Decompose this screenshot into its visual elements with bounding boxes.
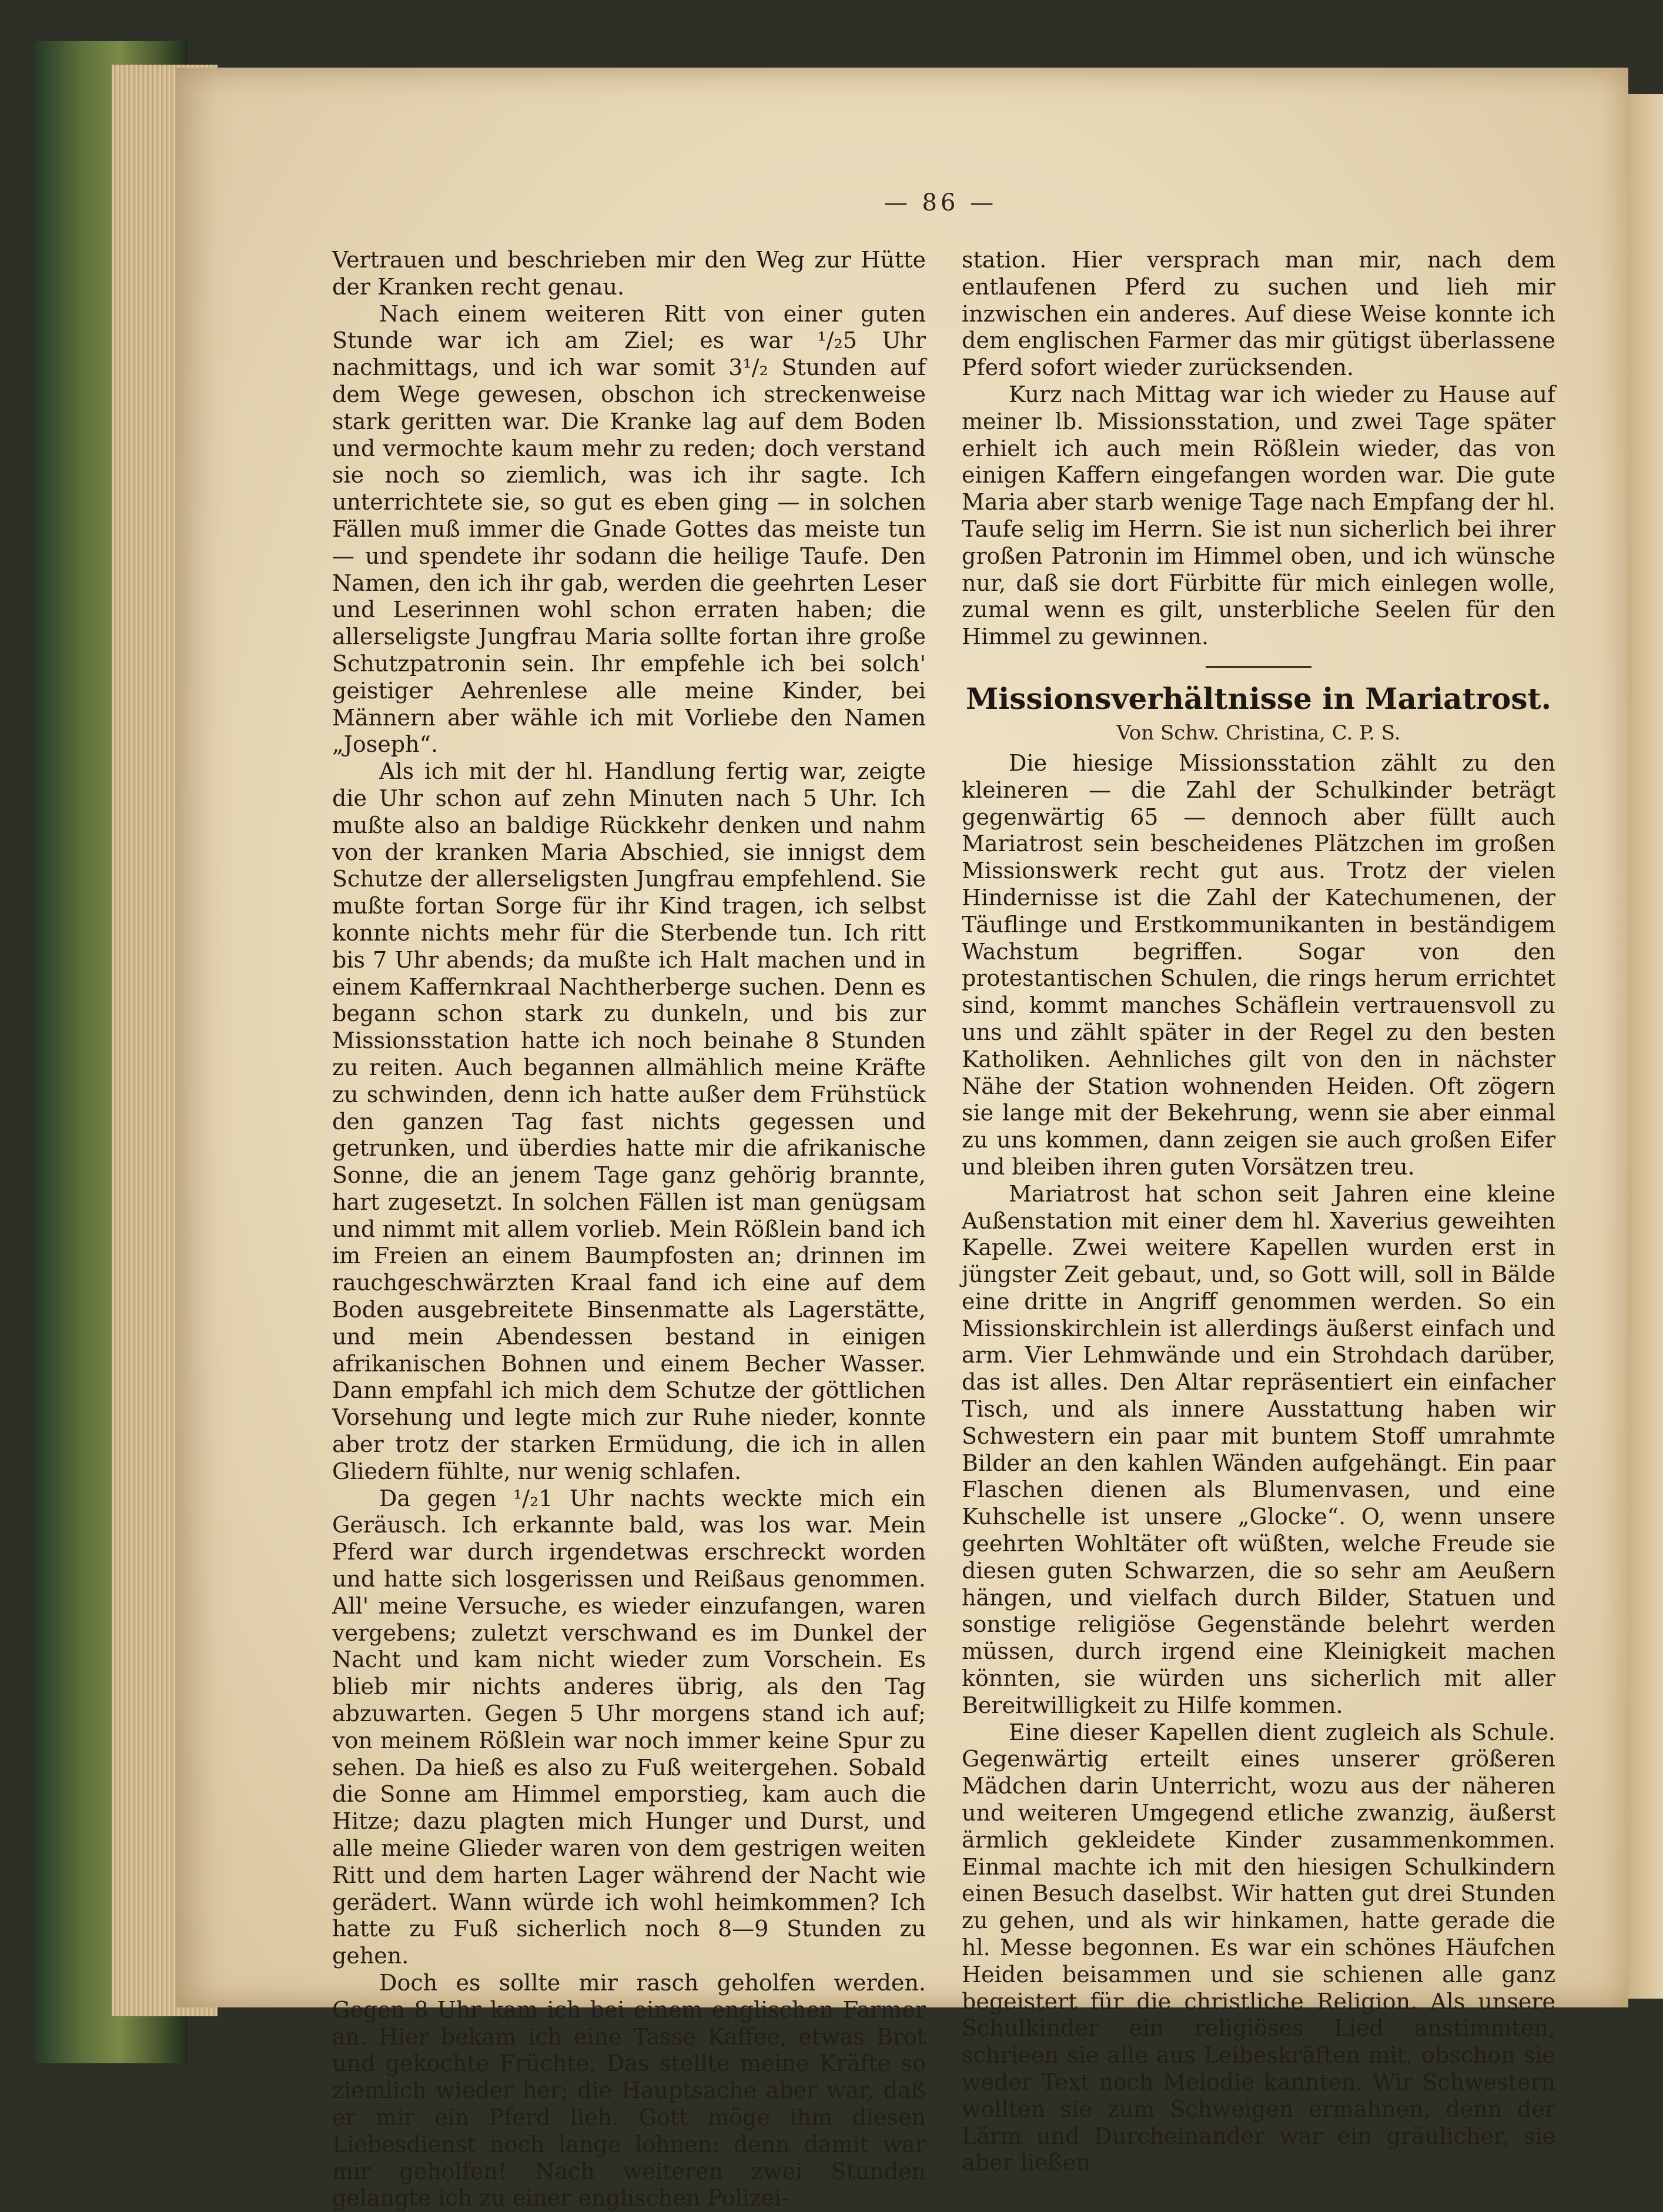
right-column [962, 247, 1555, 2177]
paragraph: station. Hier versprach man mir, nach dem entlaufenen Pferd zu suchen und lieh mir inzwischen ein anderes. Auf diese Weise konnte ich dem englischen Farmer das mir gütigst überlassene Pferd sofort wieder zurücksenden. [962, 247, 1555, 381]
paragraph: Vertrauen und beschrieben mir den Weg zur Hütte der Kranken recht genau. [332, 247, 926, 300]
section-divider [1206, 666, 1311, 668]
paragraph: Die hiesige Missionsstation zählt zu den kleineren — die Zahl der Schulkinder beträgt gegenwärtig 65 — dennoch aber füllt auch Mariatrost sein bescheidenes Plätzchen im großen Missionswerk recht gut aus. Trotz der vielen Hindernisse ist die Zahl der Katechumenen, der Täuflinge und Erstkommunikanten in beständigem Wachstum begriffen. Sogar von den protestantischen Schulen, die rings herum errichtet sind, kommt manches Schäflein vertrauensvoll zu uns und zählt später in der Regel zu den besten Katholiken. Aehnliches gilt von den in nächster Nähe der Station wohnenden Heiden. Oft zögern sie lange mit der Bekehrung, wenn sie aber einmal zu uns kommen, dann zeigen sie auch großen Eifer und bleiben ihren guten Vorsätzen treu. [962, 749, 1555, 1180]
article-byline: Von Schw. Christina, C. P. S. [1116, 721, 1401, 745]
paragraph: Eine dieser Kapellen dient zugleich als Schule. Gegenwärtig erteilt eines unserer größeren Mädchen darin Unterricht, wozu aus der näheren und weiteren Umgegend etliche zwanzig, äußerst ärmlich gekleidete Kinder zusammenkommen. Einmal machte ich mit den hiesigen Schulkindern einen Besuch daselbst. Wir hatten gut drei Stunden zu gehen, und als wir hinkamen, hatte gerade die hl. Messe begonnen. Es war ein schönes Häufchen Heiden beisammen und sie schienen alle ganz begeistert für die christliche Religion. Als unsere Schulkinder ein religiöses Lied anstimmten, schrieen sie alle aus Leibeskräften mit, obschon sie weder Text noch Melodie kannten. Wir Schwestern wollten sie zum Schweigen ermahnen, denn der Lärm und Durcheinander war ein gräulicher, sie aber ließen [962, 1719, 1555, 2176]
paragraph: Nach einem weiteren Ritt von einer guten Stunde war ich am Ziel; es war ¹/₂5 Uhr nachmittags, und ich war somit 3¹/₂ Stunden auf dem Wege gewesen, obschon ich streckenweise stark geritten war. Die Kranke lag auf dem Boden und vermochte kaum mehr zu reden; doch verstand sie noch so ziemlich, was ich ihr sagte. Ich unterrichtete sie, so gut es eben ging — in solchen Fällen muß immer die Gnade Gottes das meiste tun — und spendete ihr sodann die heilige Taufe. Den Namen, den ich ihr gab, werden die geehrten Leser und Leserinnen wohl schon erraten haben; die allerseligste Jungfrau Maria sollte fortan ihre große Schutzpatronin sein. Ihr empfehle ich bei solch' geistiger Aehrenlese alle meine Kinder, bei Männern aber wähle ich mit Vorliebe den Namen „Joseph“. [332, 300, 926, 758]
paragraph: Doch es sollte mir rasch geholfen werden. Gegen 8 Uhr kam ich bei einem englischen Farmer an. Hier bekam ich eine Tasse Kaffee, etwas Brot und gekochte Früchte. Das stellte meine Kräfte so ziemlich wieder her; die Hauptsache aber war, daß er mir ein Pferd lieh. Gott möge ihm diesen Liebesdienst noch lange lohnen: denn damit war mir geholfen! Nach weiteren zwei Stunden gelangte ich zu einer englischen Polizei- [332, 1970, 926, 2211]
left-column [332, 247, 926, 2212]
page-number: — 86 — [884, 189, 998, 216]
paragraph: Als ich mit der hl. Handlung fertig war, zeigte die Uhr schon auf zehn Minuten nach 5 Uhr. Ich mußte also an baldige Rückkehr denken und nahm von der kranken Maria Abschied, sie innigst dem Schutze der allerseligsten Jungfrau empfehlend. Sie mußte fortan Sorge für ihr Kind tragen, ich selbst konnte nichts mehr für die Sterbende tun. Ich ritt bis 7 Uhr abends; da mußte ich Halt machen und in einem Kaffernkraal Nachtherberge suchen. Denn es begann schon stark zu dunkeln, und bis zur Missionsstation hatte ich noch beinahe 8 Stunden zu reiten. Auch begannen allmählich meine Kräfte zu schwinden, denn ich hatte außer dem Frühstück den ganzen Tag fast nichts gegessen und getrunken, und überdies hatte mir die afrikanische Sonne, die an jenem Tage ganz gehörig brannte, hart zugesetzt. In solchen Fällen ist man genügsam und nimmt mit allem vorlieb. Mein Rößlein band ich im Freien an einem Baumpfosten an; drinnen im rauchgeschwärzten Kraal fand ich eine auf dem Boden ausgebreitete Binsenmatte als Lagerstätte, und mein Abendessen bestand in einigen afrikanischen Bohnen und einem Becher Wasser. Dann empfahl ich mich dem Schutze der göttlichen Vorsehung und legte mich zur Ruhe nieder, konnte aber trotz der starken Ermüdung, die ich in allen Gliedern fühlte, nur wenig schlafen. [332, 758, 926, 1484]
paragraph: Kurz nach Mittag war ich wieder zu Hause auf meiner lb. Missionsstation, und zwei Tage später erhielt ich auch mein Rößlein wieder, das von einigen Kaffern eingefangen worden war. Die gute Maria aber starb wenige Tage nach Empfang der hl. Taufe selig im Herrn. Sie ist nun sicherlich bei ihrer großen Patronin im Himmel oben, und ich wünsche nur, daß sie dort Fürbitte für mich einlegen wolle, zumal wenn es gilt, unsterbliche Seelen für den Himmel zu gewinnen. [962, 381, 1555, 650]
paragraph: Da gegen ¹/₂1 Uhr nachts weckte mich ein Geräusch. Ich erkannte bald, was los war. Mein Pferd war durch irgendetwas erschreckt worden und hatte sich losgerissen und Reißaus genommen. All' meine Versuche, es wieder einzufangen, waren vergebens; zuletzt verschwand es im Dunkel der Nacht und kam nicht wieder zum Vorschein. Es blieb mir nichts anderes übrig, als den Tag abzuwarten. Gegen 5 Uhr morgens stand ich auf; von meinem Rößlein war noch immer keine Spur zu sehen. Da hieß es also zu Fuß weitergehen. Sobald die Sonne am Himmel emporstieg, kam auch die Hitze; dazu plagten mich Hunger und Durst, und alle meine Glieder waren von dem gestrigen weiten Ritt und dem harten Lager während der Nacht wie gerädert. Wann würde ich wohl heimkommen? Ich hatte zu Fuß sicherlich noch 8—9 Stunden zu gehen. [332, 1485, 926, 1969]
paragraph: Mariatrost hat schon seit Jahren eine kleine Außenstation mit einer dem hl. Xaverius geweihten Kapelle. Zwei weitere Kapellen wurden erst in jüngster Zeit gebaut, und, so Gott will, soll in Bälde eine dritte in Angriff genommen werden. So ein Missionskirchlein ist allerdings äußerst einfach und arm. Vier Lehmwände und ein Strohdach darüber, das ist alles. Den Altar repräsentiert ein einfacher Tisch, und als innere Ausstattung haben wir Schwestern ein paar mit buntem Stoff umrahmte Bilder an den kahlen Wänden aufgehängt. Ein paar Flaschen dienen als Blumenvasen, und eine Kuhschelle ist unsere „Glocke“. O, wenn unsere geehrten Wohltäter oft wüßten, welche Freude sie diesen guten Schwarzen, die so sehr am Aeußern hängen, und vielfach durch Bilder, Statuen und sonstige religiöse Gegenstände belehrt werden müssen, durch irgend eine Kleinigkeit machen könnten, sie würden uns sicherlich mit aller Bereitwilligkeit zu Hilfe kommen. [962, 1180, 1555, 1718]
article-heading: Missionsverhältnisse in Mariatrost. [965, 681, 1552, 716]
facing-page-edge [1628, 94, 1663, 1999]
